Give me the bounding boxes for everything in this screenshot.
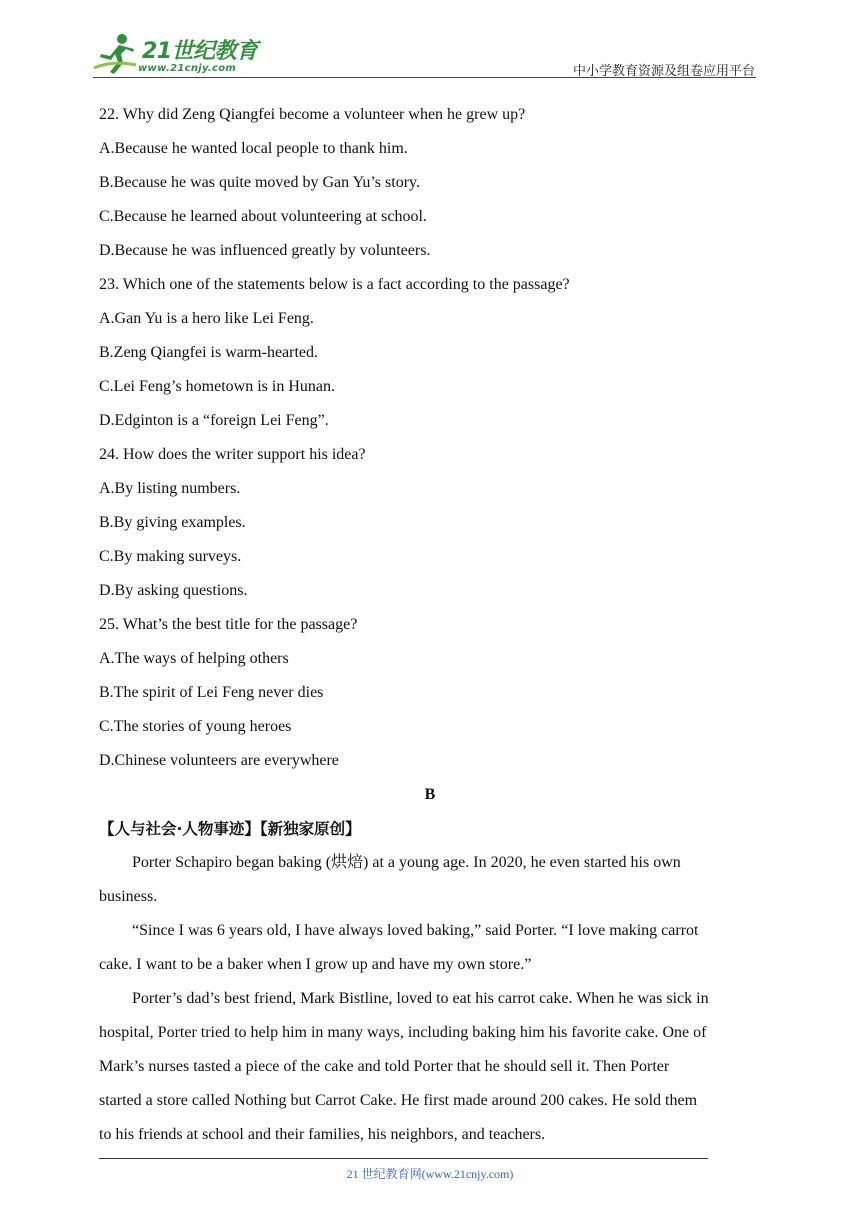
paragraph-line: Porter Schapiro began baking (烘焙) at a young age. In 2020, he even started his own xyxy=(132,854,681,871)
passage-paragraph-3 xyxy=(99,988,761,1158)
paragraph-line: “Since I was 6 years old, I have always loved baking,” said Porter. “I love making carrot xyxy=(132,922,699,939)
paragraph-line: business. xyxy=(99,888,158,905)
option-a: A.Gan Yu is a hero like Lei Feng. xyxy=(99,310,314,327)
section-heading: B xyxy=(424,786,436,803)
site-logo xyxy=(92,32,262,80)
paragraph-line: cake. I want to be a baker when I grow up and have my own store.” xyxy=(99,956,532,973)
platform-caption: 中小学教育资源及组卷应用平台 xyxy=(572,63,755,78)
option-b: B.Zeng Qiangfei is warm-hearted. xyxy=(99,344,319,361)
runner-logo-icon xyxy=(92,32,138,76)
logo-text: 21世纪教育 xyxy=(142,39,258,64)
passage-paragraph-2 xyxy=(99,920,761,988)
passage-paragraph-1 xyxy=(99,852,761,920)
option-a: A.By listing numbers. xyxy=(99,480,241,497)
question-stem: 25. What’s the best title for the passage? xyxy=(99,616,358,633)
question-stem: 22. Why did Zeng Qiangfei become a volunteer when he grew up? xyxy=(99,106,526,123)
question-24 xyxy=(99,444,761,614)
paragraph-line: hospital, Porter tried to help him in many ways, including baking him his favorite cake. One of xyxy=(99,1024,707,1041)
paragraph-line: Porter’s dad’s best friend, Mark Bistline, loved to eat his carrot cake. When he was sick in xyxy=(132,990,709,1007)
paragraph-line: Mark’s nurses tasted a piece of the cake and told Porter that he should sell it. Then Porter xyxy=(99,1058,670,1075)
option-c: C.Lei Feng’s hometown is in Hunan. xyxy=(99,378,335,395)
option-c: C.The stories of young heroes xyxy=(99,718,292,735)
footer-divider xyxy=(99,1158,708,1159)
question-23 xyxy=(99,274,761,444)
question-stem: 24. How does the writer support his idea? xyxy=(99,446,366,463)
option-d: D.By asking questions. xyxy=(99,582,248,599)
page-header xyxy=(0,0,860,80)
option-d: D.Chinese volunteers are everywhere xyxy=(99,752,339,769)
option-b: B.By giving examples. xyxy=(99,514,246,531)
question-25 xyxy=(99,614,761,784)
section-tag: 【人与社会·人物事迹】【新独家原创】 xyxy=(99,820,361,838)
paragraph-line: started a store called Nothing but Carrot Cake. He first made around 200 cakes. He sold them xyxy=(99,1092,698,1109)
option-c: C.By making surveys. xyxy=(99,548,242,565)
logo-url: www.21cnjy.com xyxy=(138,63,237,74)
footer-text[interactable]: 21 世纪教育网(www.21cnjy.com) xyxy=(346,1167,514,1181)
question-22 xyxy=(99,104,761,274)
question-stem: 23. Which one of the statements below is a fact according to the passage? xyxy=(99,276,570,293)
option-c: C.Because he learned about volunteering at school. xyxy=(99,208,427,225)
option-b: B.The spirit of Lei Feng never dies xyxy=(99,684,324,701)
document-body xyxy=(99,104,761,1158)
option-d: D.Because he was influenced greatly by volunteers. xyxy=(99,242,431,259)
paragraph-line: to his friends at school and their families, his neighbors, and teachers. xyxy=(99,1126,546,1143)
header-divider xyxy=(93,77,756,78)
option-a: A.The ways of helping others xyxy=(99,650,289,667)
option-a: A.Because he wanted local people to thank him. xyxy=(99,140,408,157)
option-b: B.Because he was quite moved by Gan Yu’s story. xyxy=(99,174,420,191)
option-d: D.Edginton is a “foreign Lei Feng”. xyxy=(99,412,329,429)
